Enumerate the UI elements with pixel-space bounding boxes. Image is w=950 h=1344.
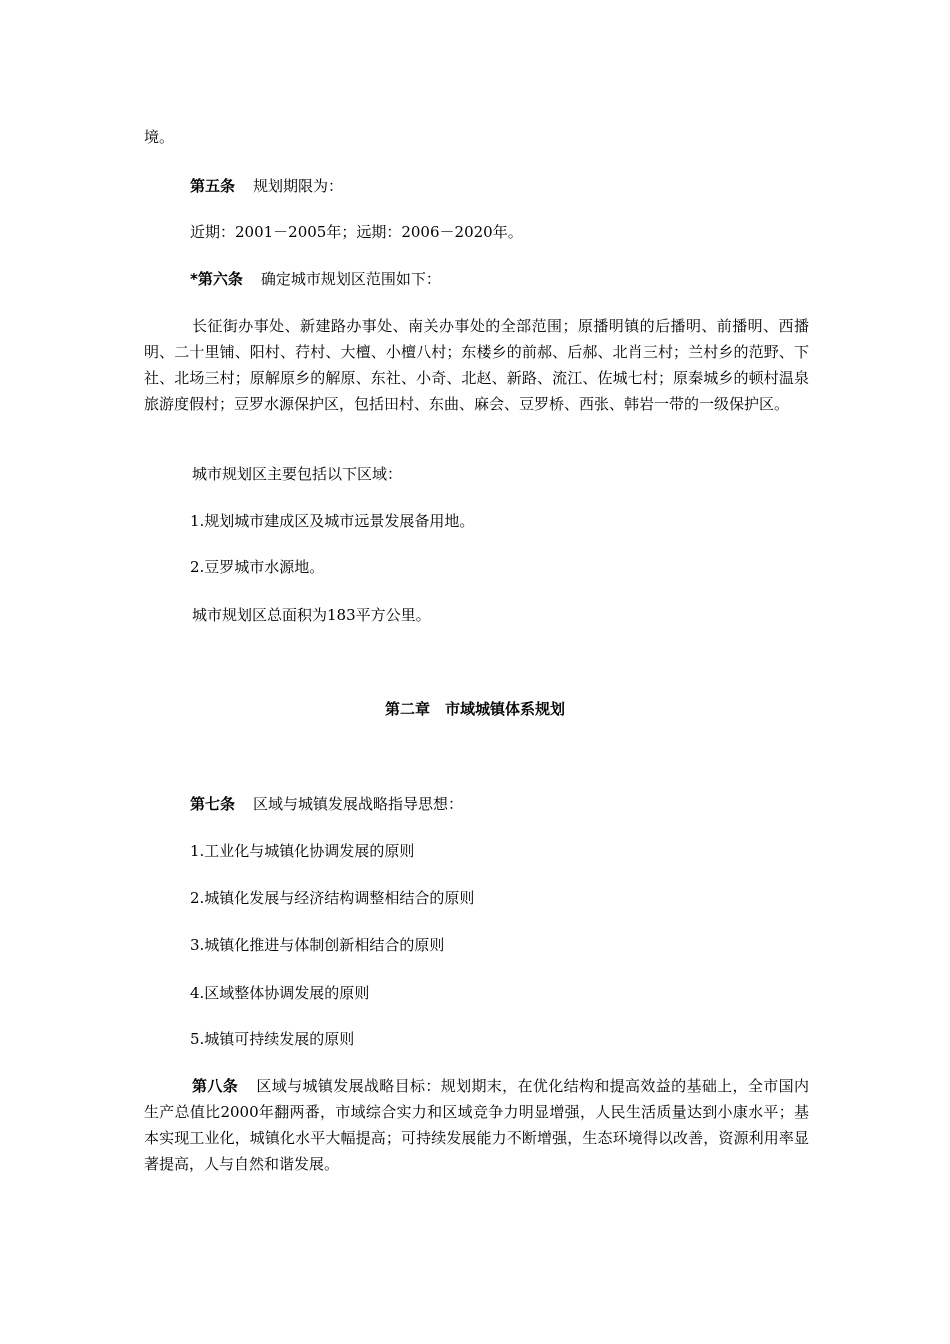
article-7-text: 区域与城镇发展战略指导思想：: [253, 795, 464, 813]
article-5: [190, 175, 343, 197]
paragraph-continuation: 境。: [144, 128, 175, 146]
article-5-label: 第五条: [190, 177, 236, 195]
article-7: [190, 793, 463, 815]
principle-item: 1.工业化与城镇化协调发展的原则: [190, 842, 415, 860]
article-6-text: 确定城市规划区范围如下：: [260, 270, 441, 288]
article-5-text: 规划期限为：: [253, 177, 344, 195]
article-6-label: *第六条: [190, 270, 243, 288]
article-7-label: 第七条: [190, 795, 236, 813]
planning-area-total: 城市规划区总面积为183平方公里。: [192, 606, 431, 624]
principle-item: 4.区域整体协调发展的原则: [190, 984, 370, 1002]
article-8-text: 区域与城镇发展战略目标：规划期末，在优化结构和提高效益的基础上，全市国内生产总值比2000年翻两番，市域综合实力和区域竞争力明显增强，人民生活质量达到小康水平；基本实现工业化，城镇化水平大幅提高；可持续发展能力不断增强，生态环境得以改善，资源利用率显著提高，人与自然和谐发展。: [144, 1077, 809, 1173]
principle-item: 5.城镇可持续发展的原则: [190, 1030, 355, 1048]
planning-area-scope: 长征街办事处、新建路办事处、南关办事处的全部范围；原播明镇的后播明、前播明、西播明、二十里铺、阳村、荇村、大檀、小檀八村；东楼乡的前郝、后郝、北肖三村；兰村乡的范野、下社、北场三村；原解原乡的解原、东社、小奇、北赵、新路、流江、佐城七村；原秦城乡的顿村温泉旅游度假村；豆罗水源保护区，包括田村、东曲、麻会、豆罗桥、西张、韩岩一带的一级保护区。: [144, 317, 809, 413]
planning-area-item-2: 2.豆罗城市水源地。: [190, 558, 325, 576]
planning-area-main: 城市规划区主要包括以下区域：: [192, 465, 403, 483]
article-8-label: 第八条: [192, 1077, 239, 1095]
article-8: [144, 1073, 809, 1177]
planning-period: 近期：2001－2005年；远期：2006－2020年。: [190, 223, 523, 241]
principle-item: 2.城镇化发展与经济结构调整相结合的原则: [190, 889, 475, 907]
principle-item: 3.城镇化推进与体制创新相结合的原则: [190, 936, 445, 954]
article-6: [190, 268, 441, 290]
planning-area-item-1: 1.规划城市建成区及城市远景发展备用地。: [190, 512, 475, 530]
chapter-2-heading: 第二章 市域城镇体系规划: [384, 700, 565, 718]
